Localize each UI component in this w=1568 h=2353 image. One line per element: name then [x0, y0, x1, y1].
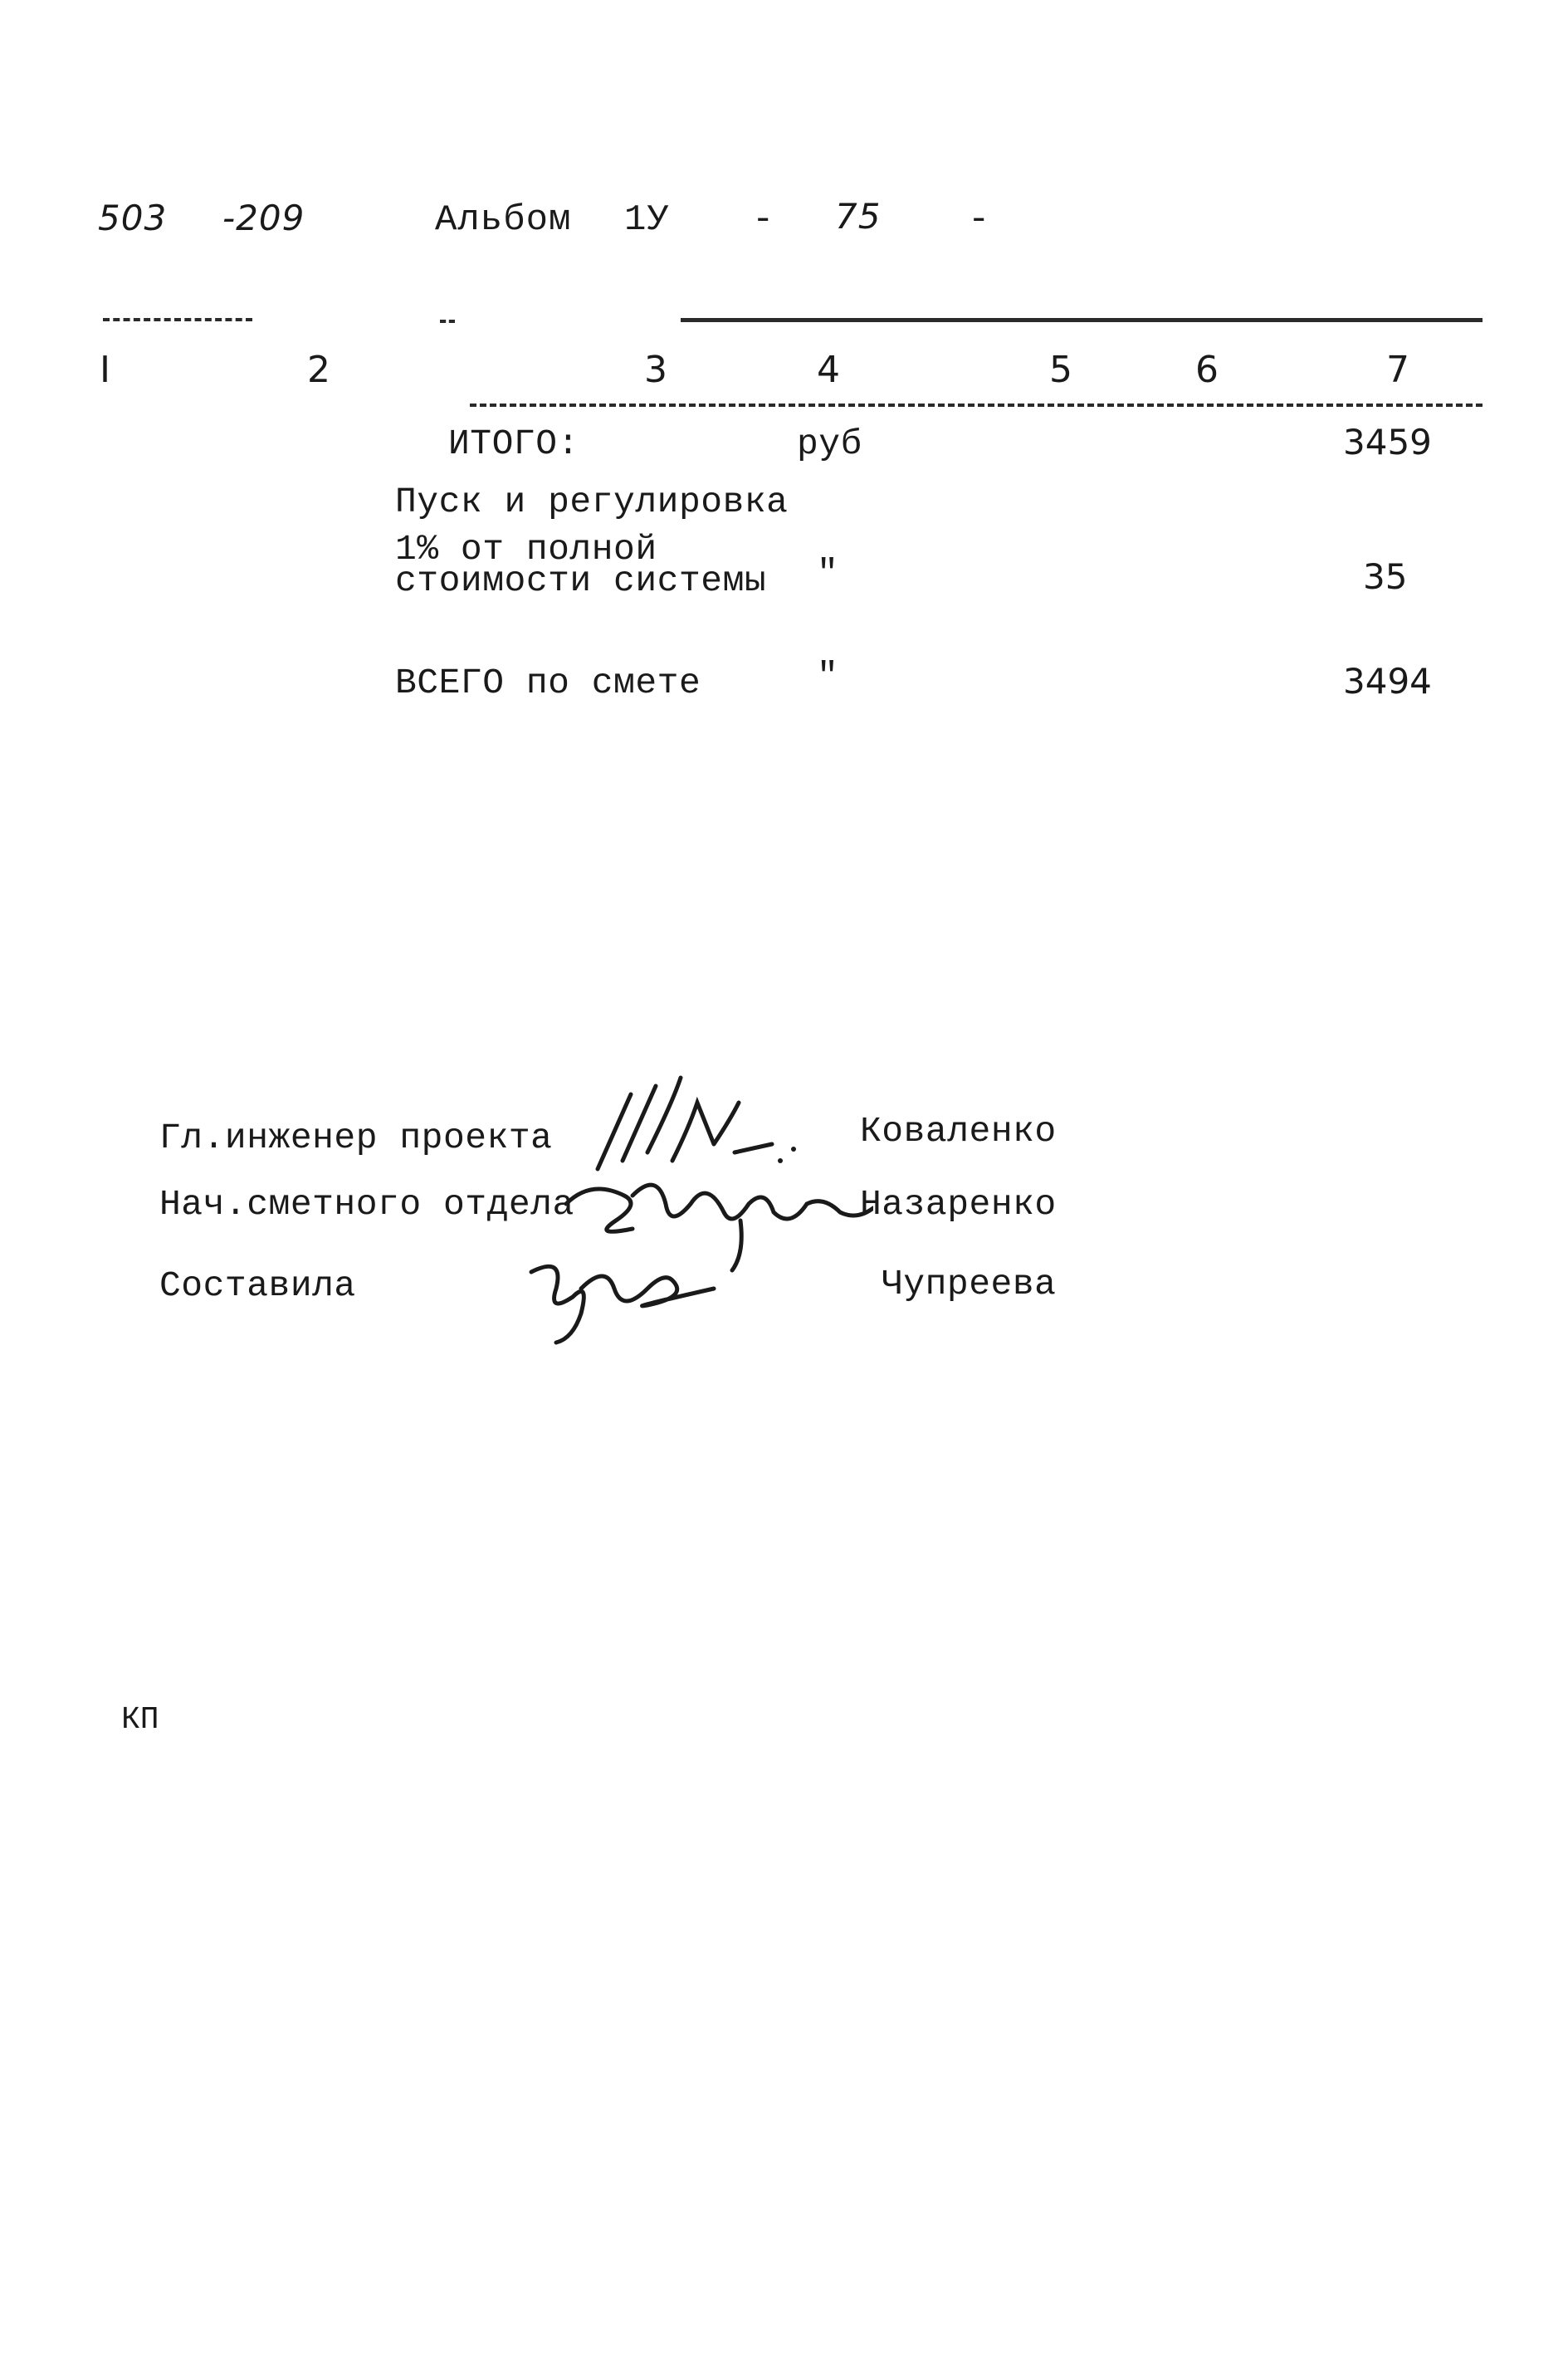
signature-name-compiler: Чупреева [882, 1264, 1057, 1304]
document-number-suffix: -209 [222, 198, 305, 238]
column-number-7: 7 [1386, 349, 1409, 391]
row-itogo-total: 3459 [1343, 422, 1432, 462]
row-vsego-unit: " [817, 656, 839, 697]
column-number-2: 2 [307, 349, 330, 391]
row-startup-description-line2: 1% от полной [395, 529, 657, 570]
row-itogo-unit: руб [797, 423, 862, 464]
document-number: 503 [98, 198, 168, 238]
footer-mark: КП [121, 1702, 159, 1738]
album-label: Альбом [435, 199, 572, 241]
album-value: 1У [624, 199, 670, 241]
column-number-5: 5 [1049, 349, 1072, 391]
signature-name-chief-engineer: Коваленко [860, 1111, 1057, 1152]
row-itogo-description: ИТОГО: [448, 423, 579, 464]
row-startup-unit: " [817, 553, 839, 594]
column-number-3: 3 [644, 349, 667, 391]
signature-name-estimate-dept: Назаренко [860, 1184, 1057, 1225]
row-startup-description-line3: стоимости системы [395, 560, 767, 601]
top-rule-mark [440, 320, 455, 323]
column-number-6: 6 [1195, 349, 1219, 391]
row-startup-total: 35 [1363, 556, 1408, 597]
column-header-rule [470, 404, 1483, 407]
signature-role-compiler: Составила [159, 1265, 356, 1306]
top-rule-left [103, 318, 252, 321]
header-dash-2: - [968, 199, 991, 241]
row-vsego-description: ВСЕГО по смете [395, 663, 701, 703]
row-startup-description-line1: Пуск и регулировка [395, 482, 789, 522]
signature-role-chief-engineer: Гл.инженер проекта [159, 1118, 553, 1158]
top-rule-right [681, 318, 1483, 322]
signature-role-estimate-dept: Нач.сметного отдела [159, 1184, 574, 1225]
header-dash-1: - [752, 199, 775, 241]
column-number-4: 4 [817, 349, 840, 391]
column-number-1: I [100, 349, 110, 391]
signature-mark-compiler [523, 1239, 722, 1347]
album-page: 75 [835, 196, 882, 237]
row-vsego-total: 3494 [1343, 661, 1432, 702]
